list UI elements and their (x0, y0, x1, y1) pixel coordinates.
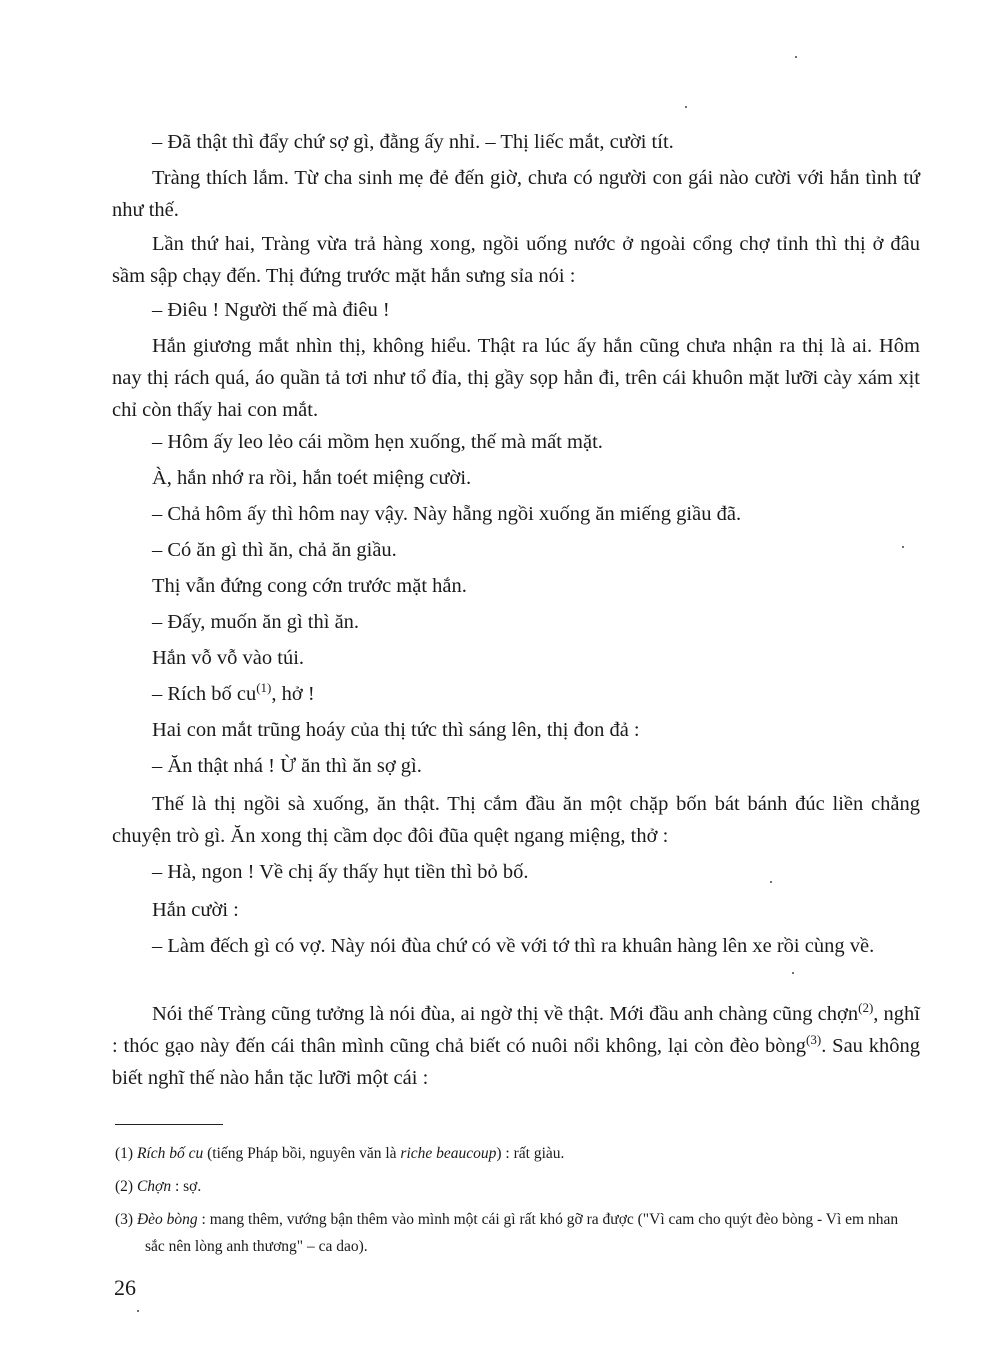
paragraph-17: Hắn cười : (152, 899, 239, 921)
paragraph-9: – Có ăn gì thì ăn, chả ăn giầu. (152, 539, 397, 561)
scan-speck (902, 546, 904, 548)
last-part-2: , nghĩ : thóc gạo này đến cái thân mình cũng chả biết có nuôi nổi không, lại còn đèo bòng (112, 1003, 920, 1057)
paragraph-7: À, hắn nhớ ra rồi, hắn toét miệng cười. (152, 467, 472, 489)
footnote-2-text: : sợ. (171, 1178, 202, 1195)
footnote-3 (115, 1206, 920, 1260)
scan-speck (685, 106, 687, 108)
paragraph-5: Hắn giương mắt nhìn thị, không hiểu. Thật ra lúc ấy hắn cũng chưa nhận ra thị là ai. Hôm nay thị rách quá, áo quần tả tơi như tổ đỉa, thị gầy sọp hẳn đi, trên cái khuôn mặt lưỡi cày xám xịt chỉ còn thấy hai con mắt. (112, 335, 920, 421)
paragraph-3: Lần thứ hai, Tràng vừa trả hàng xong, ngồi uống nước ở ngoài cổng chợ tỉnh thì thị ở đâu sầm sập chạy đến. Thị đứng trước mặt hắn sưng sỉa nói : (112, 233, 920, 287)
footnote-3-number: (3) (115, 1211, 134, 1228)
footnote-1-text-b: ) : rất giàu. (496, 1145, 565, 1162)
footnote-ref-1: (1) (256, 680, 272, 696)
rich-text: – Rích bố cu (152, 683, 257, 705)
footnote-1-number: (1) (115, 1145, 134, 1162)
scan-speck (137, 1310, 139, 1312)
paragraph-13: Hai con mắt trũng hoáy của thị tức thì sáng lên, thị đon đả : (152, 719, 640, 741)
paragraph-8: – Chả hôm ấy thì hôm nay vậy. Này hẵng ngồi xuống ăn miếng giầu đã. (152, 503, 742, 525)
footnote-ref-3: (3) (806, 1032, 822, 1048)
footnote-3-term: Đèo bòng (136, 1211, 198, 1228)
footnote-3-text: : mang thêm, vướng bận thêm vào mình một cái gì rất khó gỡ ra được ("Vì cam cho quýt đèo bòng - Vì em nhan sắc nên lòng anh thương" – ca dao). (145, 1211, 899, 1255)
paragraph-4: – Điêu ! Người thế mà điêu ! (152, 299, 390, 321)
last-part-3: . Sau không biết nghĩ thế nào hắn tặc lưỡi một cái : (112, 1035, 920, 1089)
paragraph-18: – Làm đếch gì có vợ. Này nói đùa chứ có về với tớ thì ra khuân hàng lên xe rồi cùng về. (152, 935, 875, 957)
footnote-divider (115, 1124, 223, 1125)
footnote-1-text-a: (tiếng Pháp bồi, nguyên văn là (203, 1145, 401, 1162)
footnote-2-number: (2) (115, 1178, 134, 1195)
paragraph-rich (112, 678, 920, 710)
scan-speck (792, 972, 794, 974)
footnote-1 (115, 1140, 920, 1167)
scan-speck (770, 881, 772, 883)
paragraph-11: – Đấy, muốn ăn gì thì ăn. (152, 611, 360, 633)
footnote-2 (115, 1173, 920, 1200)
paragraph-12: Hắn vỗ vỗ vào túi. (152, 647, 305, 669)
paragraph-15: Thế là thị ngồi sà xuống, ăn thật. Thị cắm đầu ăn một chặp bốn bát bánh đúc liền chẳng chuyện trò gì. Ăn xong thị cầm dọc đôi đũa quệt ngang miệng, thở : (112, 793, 920, 847)
footnote-1-term: Rích bố cu (136, 1145, 204, 1162)
scan-speck (795, 56, 797, 58)
rich-text-end: , hở ! (271, 683, 315, 705)
last-part-1: Nói thế Tràng cũng tưởng là nói đùa, ai ngờ thị về thật. Mới đầu anh chàng cũng chợn (152, 1003, 859, 1025)
footnote-ref-2: (2) (858, 1000, 874, 1016)
footnote-2-term: Chợn (136, 1178, 172, 1195)
paragraph-14: – Ăn thật nhá ! Ừ ăn thì ăn sợ gì. (152, 755, 422, 777)
paragraph-16: – Hà, ngon ! Về chị ấy thấy hụt tiền thì bỏ bố. (152, 861, 529, 883)
paragraph-6: – Hôm ấy leo lẻo cái mồm hẹn xuống, thế mà mất mặt. (152, 431, 603, 453)
paragraph-10: Thị vẫn đứng cong cớn trước mặt hắn. (152, 575, 467, 597)
page-number: 26 (114, 1275, 136, 1300)
paragraph-last (112, 998, 920, 1094)
paragraph-1: – Đã thật thì đẩy chứ sợ gì, đằng ấy nhỉ. – Thị liếc mắt, cười tít. (152, 131, 674, 153)
footnote-1-term2: riche beaucoup (400, 1145, 497, 1162)
paragraph-2: Tràng thích lắm. Từ cha sinh mẹ đẻ đến giờ, chưa có người con gái nào cười với hắn tình tứ như thế. (112, 167, 920, 221)
